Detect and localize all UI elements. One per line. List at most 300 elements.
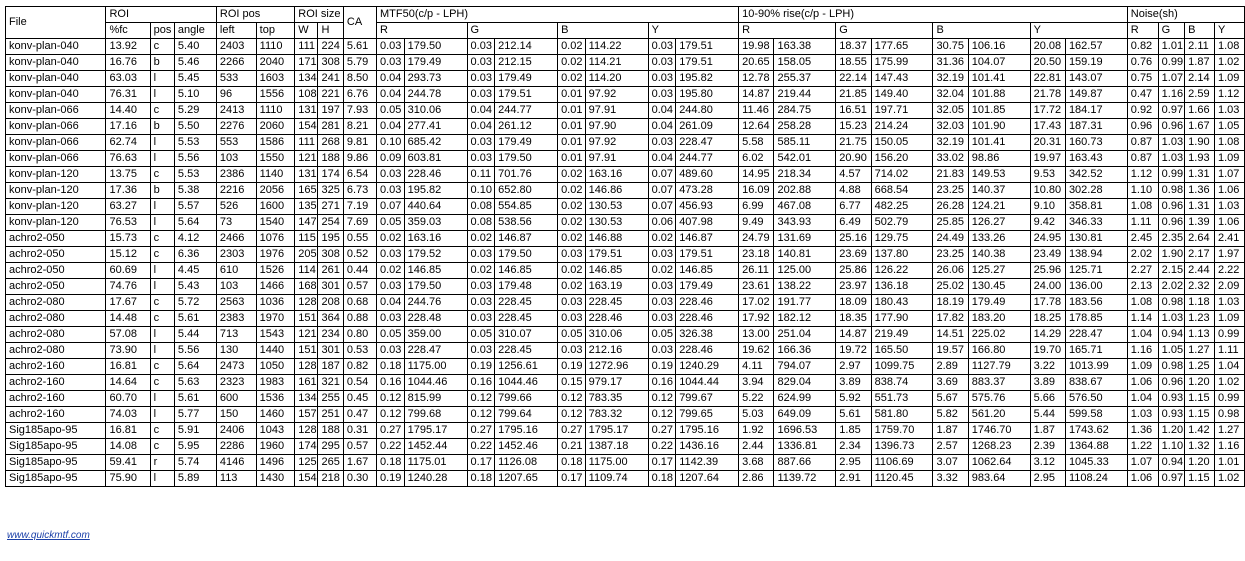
cell-mtf-r-lph: 179.50 — [404, 279, 467, 295]
cell-rise-g-lph: 180.43 — [871, 295, 933, 311]
cell-w: 115 — [295, 231, 318, 247]
cell-rise-y-px: 14.29 — [1030, 327, 1065, 343]
cell-mtf-g-cp: 0.11 — [467, 167, 495, 183]
cell-rise-y-px: 5.44 — [1030, 407, 1065, 423]
cell-rise-b-lph: 149.53 — [968, 167, 1030, 183]
cell-rise-g-lph: 838.74 — [871, 375, 933, 391]
cell-mtf-y-lph: 179.51 — [676, 247, 739, 263]
cell-rise-r-lph: 1696.53 — [774, 423, 836, 439]
cell-mtf-r-cp: 0.19 — [377, 471, 405, 487]
cell-mtf-g-cp: 0.12 — [467, 407, 495, 423]
cell-h: 221 — [318, 87, 343, 103]
cell-rise-r-px: 11.46 — [739, 103, 774, 119]
cell-noise-b: 1.87 — [1185, 55, 1215, 71]
cell-file: konv-plan-066 — [6, 135, 106, 151]
cell-rise-r-lph: 182.12 — [774, 311, 836, 327]
cell-rise-y-px: 10.80 — [1030, 183, 1065, 199]
cell-mtf-b-cp: 0.02 — [558, 167, 586, 183]
cell-top: 1543 — [256, 327, 295, 343]
cell-ca: 0.57 — [343, 439, 376, 455]
cell-noise-y: 1.97 — [1214, 247, 1244, 263]
cell-noise-y: 1.03 — [1214, 103, 1244, 119]
cell-mtf-g-cp: 0.16 — [467, 375, 495, 391]
cell-mtf-y-lph: 1795.16 — [676, 423, 739, 439]
cell-noise-r: 1.14 — [1127, 311, 1158, 327]
cell-file: achro2-080 — [6, 295, 106, 311]
cell-angle: 5.63 — [174, 375, 216, 391]
cell-mtf-y-cp: 0.03 — [648, 247, 676, 263]
cell-mtf-r-lph: 277.41 — [404, 119, 467, 135]
cell-w: 131 — [295, 167, 318, 183]
cell-mtf-r-lph: 1044.46 — [404, 375, 467, 391]
cell-h: 224 — [318, 39, 343, 55]
cell-angle: 5.53 — [174, 167, 216, 183]
cell-rise-r-px: 14.87 — [739, 87, 774, 103]
cell-rise-y-lph: 183.56 — [1065, 295, 1127, 311]
cell-noise-g: 0.99 — [1158, 167, 1185, 183]
cell-mtf-b-cp: 0.17 — [558, 471, 586, 487]
cell-rise-g-lph: 197.71 — [871, 103, 933, 119]
cell-left: 2303 — [216, 247, 256, 263]
cell-ca: 0.52 — [343, 247, 376, 263]
cell-mtf-b-cp: 0.02 — [558, 71, 586, 87]
subheader-mtf-b: B — [558, 23, 649, 39]
cell-rise-b-lph: 140.37 — [968, 183, 1030, 199]
cell-rise-g-px: 14.87 — [836, 327, 871, 343]
cell-noise-g: 0.98 — [1158, 359, 1185, 375]
cell-mtf-y-lph: 228.46 — [676, 295, 739, 311]
cell-rise-y-px: 9.42 — [1030, 215, 1065, 231]
cell-rise-y-px: 9.53 — [1030, 167, 1065, 183]
cell-mtf-y-cp: 0.03 — [648, 311, 676, 327]
cell-mtf-y-cp: 0.03 — [648, 279, 676, 295]
cell-noise-r: 2.27 — [1127, 263, 1158, 279]
cell-mtf-g-cp: 0.03 — [467, 39, 495, 55]
cell-rise-r-px: 19.62 — [739, 343, 774, 359]
cell-mtf-y-lph: 244.77 — [676, 151, 739, 167]
cell-noise-g: 1.03 — [1158, 135, 1185, 151]
cell-w: 131 — [295, 103, 318, 119]
cell-h: 234 — [318, 327, 343, 343]
subheader-mtf-y: Y — [648, 23, 739, 39]
cell-rise-b-lph: 101.88 — [968, 87, 1030, 103]
cell-mtf-b-lph: 1109.74 — [585, 471, 648, 487]
cell-fc: 74.03 — [106, 407, 150, 423]
cell-file: konv-plan-040 — [6, 71, 106, 87]
cell-mtf-b-cp: 0.02 — [558, 279, 586, 295]
cell-rise-g-lph: 1120.45 — [871, 471, 933, 487]
cell-rise-r-lph: 125.00 — [774, 263, 836, 279]
cell-rise-g-px: 4.57 — [836, 167, 871, 183]
cell-mtf-r-cp: 0.18 — [377, 455, 405, 471]
cell-angle: 5.91 — [174, 423, 216, 439]
cell-w: 128 — [295, 359, 318, 375]
cell-fc: 57.08 — [106, 327, 150, 343]
cell-rise-r-px: 2.86 — [739, 471, 774, 487]
cell-h: 265 — [318, 455, 343, 471]
cell-rise-g-lph: 1759.70 — [871, 423, 933, 439]
cell-rise-y-lph: 159.19 — [1065, 55, 1127, 71]
cell-rise-r-px: 3.68 — [739, 455, 774, 471]
cell-rise-b-px: 21.83 — [933, 167, 968, 183]
cell-noise-y: 1.11 — [1214, 343, 1244, 359]
cell-file: achro2-080 — [6, 311, 106, 327]
cell-mtf-r-lph: 293.73 — [404, 71, 467, 87]
cell-rise-b-lph: 183.20 — [968, 311, 1030, 327]
cell-noise-g: 0.94 — [1158, 455, 1185, 471]
cell-top: 1036 — [256, 295, 295, 311]
cell-mtf-g-lph: 179.50 — [495, 247, 558, 263]
cell-mtf-g-lph: 701.76 — [495, 167, 558, 183]
cell-mtf-r-cp: 0.03 — [377, 55, 405, 71]
cell-rise-r-lph: 624.99 — [774, 391, 836, 407]
cell-pos: l — [150, 343, 174, 359]
cell-top: 1976 — [256, 247, 295, 263]
cell-fc: 63.03 — [106, 71, 150, 87]
cell-w: 125 — [295, 455, 318, 471]
quickmtf-link[interactable]: www.quickmtf.com — [7, 530, 90, 541]
cell-file: Sig185apo-95 — [6, 423, 106, 439]
cell-w: 108 — [295, 87, 318, 103]
cell-w: 135 — [295, 199, 318, 215]
cell-left: 526 — [216, 199, 256, 215]
cell-file: konv-plan-120 — [6, 167, 106, 183]
cell-noise-r: 1.07 — [1127, 455, 1158, 471]
cell-left: 533 — [216, 71, 256, 87]
cell-top: 1050 — [256, 359, 295, 375]
cell-mtf-b-lph: 97.92 — [585, 135, 648, 151]
cell-ca: 7.19 — [343, 199, 376, 215]
cell-mtf-g-lph: 1044.46 — [495, 375, 558, 391]
cell-rise-r-lph: 284.75 — [774, 103, 836, 119]
cell-rise-g-px: 15.23 — [836, 119, 871, 135]
cell-mtf-y-lph: 1044.44 — [676, 375, 739, 391]
cell-noise-b: 1.15 — [1185, 391, 1215, 407]
table-row — [6, 295, 1245, 311]
cell-mtf-r-cp: 0.18 — [377, 359, 405, 375]
table-row — [6, 279, 1245, 295]
cell-mtf-g-lph: 244.77 — [495, 103, 558, 119]
cell-rise-g-px: 5.61 — [836, 407, 871, 423]
cell-mtf-y-cp: 0.12 — [648, 391, 676, 407]
cell-h: 174 — [318, 167, 343, 183]
cell-angle: 5.46 — [174, 55, 216, 71]
cell-left: 2563 — [216, 295, 256, 311]
cell-pos: l — [150, 151, 174, 167]
cell-rise-g-px: 23.69 — [836, 247, 871, 263]
cell-mtf-y-lph: 179.51 — [676, 39, 739, 55]
cell-mtf-b-lph: 97.90 — [585, 119, 648, 135]
cell-mtf-g-lph: 554.85 — [495, 199, 558, 215]
subheader-fc: %fc — [106, 23, 150, 39]
cell-mtf-b-lph: 97.91 — [585, 103, 648, 119]
cell-pos: c — [150, 295, 174, 311]
cell-mtf-g-lph: 228.45 — [495, 343, 558, 359]
cell-file: konv-plan-040 — [6, 55, 106, 71]
cell-mtf-b-lph: 179.51 — [585, 247, 648, 263]
cell-top: 2060 — [256, 119, 295, 135]
cell-mtf-g-lph: 146.87 — [495, 231, 558, 247]
cell-noise-b: 1.39 — [1185, 215, 1215, 231]
cell-mtf-b-cp: 0.03 — [558, 295, 586, 311]
cell-rise-b-px: 24.49 — [933, 231, 968, 247]
cell-fc: 14.08 — [106, 439, 150, 455]
cell-rise-g-px: 2.97 — [836, 359, 871, 375]
cell-angle: 4.45 — [174, 263, 216, 279]
cell-angle: 5.77 — [174, 407, 216, 423]
cell-ca: 5.79 — [343, 55, 376, 71]
cell-rise-y-lph: 1108.24 — [1065, 471, 1127, 487]
cell-w: 205 — [295, 247, 318, 263]
cell-ca: 9.81 — [343, 135, 376, 151]
table-row — [6, 119, 1245, 135]
cell-rise-y-px: 24.95 — [1030, 231, 1065, 247]
cell-mtf-b-lph: 212.16 — [585, 343, 648, 359]
cell-mtf-r-cp: 0.12 — [377, 391, 405, 407]
cell-noise-g: 2.15 — [1158, 263, 1185, 279]
cell-top: 1466 — [256, 279, 295, 295]
cell-w: 121 — [295, 327, 318, 343]
cell-rise-r-lph: 251.04 — [774, 327, 836, 343]
cell-rise-y-px: 2.95 — [1030, 471, 1065, 487]
cell-left: 73 — [216, 215, 256, 231]
cell-mtf-y-lph: 407.98 — [676, 215, 739, 231]
cell-noise-y: 1.09 — [1214, 311, 1244, 327]
cell-rise-r-px: 23.61 — [739, 279, 774, 295]
cell-rise-y-lph: 165.71 — [1065, 343, 1127, 359]
cell-rise-g-px: 21.85 — [836, 87, 871, 103]
cell-rise-g-px: 21.75 — [836, 135, 871, 151]
cell-angle: 6.36 — [174, 247, 216, 263]
cell-rise-r-px: 20.65 — [739, 55, 774, 71]
cell-noise-y: 1.02 — [1214, 375, 1244, 391]
table-row — [6, 455, 1245, 471]
cell-mtf-g-lph: 212.15 — [495, 55, 558, 71]
cell-noise-b: 2.17 — [1185, 247, 1215, 263]
cell-h: 255 — [318, 391, 343, 407]
cell-mtf-b-cp: 0.02 — [558, 55, 586, 71]
cell-noise-r: 0.47 — [1127, 87, 1158, 103]
cell-angle: 5.45 — [174, 71, 216, 87]
cell-fc: 15.73 — [106, 231, 150, 247]
cell-mtf-r-lph: 179.50 — [404, 39, 467, 55]
cell-left: 2266 — [216, 55, 256, 71]
cell-noise-y: 2.09 — [1214, 279, 1244, 295]
cell-h: 251 — [318, 407, 343, 423]
cell-mtf-r-lph: 195.82 — [404, 183, 467, 199]
cell-rise-g-lph: 551.73 — [871, 391, 933, 407]
header-mtf50: MTF50(c/p - LPH) — [377, 7, 739, 23]
table-row — [6, 231, 1245, 247]
cell-noise-r: 0.87 — [1127, 151, 1158, 167]
cell-mtf-g-lph: 1126.08 — [495, 455, 558, 471]
cell-file: achro2-050 — [6, 231, 106, 247]
table-row — [6, 215, 1245, 231]
cell-rise-y-lph: 138.94 — [1065, 247, 1127, 263]
cell-mtf-y-cp: 0.02 — [648, 263, 676, 279]
cell-mtf-b-lph: 130.53 — [585, 199, 648, 215]
cell-rise-g-px: 18.35 — [836, 311, 871, 327]
cell-noise-r: 1.06 — [1127, 375, 1158, 391]
cell-rise-y-px: 18.25 — [1030, 311, 1065, 327]
cell-mtf-y-cp: 0.03 — [648, 295, 676, 311]
cell-mtf-g-lph: 228.45 — [495, 295, 558, 311]
cell-mtf-y-lph: 473.28 — [676, 183, 739, 199]
cell-rise-r-lph: 163.38 — [774, 39, 836, 55]
cell-mtf-b-lph: 1795.17 — [585, 423, 648, 439]
cell-rise-r-lph: 1336.81 — [774, 439, 836, 455]
cell-noise-y: 1.12 — [1214, 87, 1244, 103]
cell-mtf-b-cp: 0.15 — [558, 375, 586, 391]
cell-angle: 5.74 — [174, 455, 216, 471]
cell-rise-y-px: 20.50 — [1030, 55, 1065, 71]
cell-file: achro2-160 — [6, 359, 106, 375]
table-row — [6, 39, 1245, 55]
cell-rise-r-lph: 191.77 — [774, 295, 836, 311]
cell-noise-r: 1.22 — [1127, 439, 1158, 455]
cell-rise-y-lph: 125.71 — [1065, 263, 1127, 279]
cell-mtf-b-lph: 146.86 — [585, 183, 648, 199]
cell-angle: 5.72 — [174, 295, 216, 311]
cell-rise-y-lph: 599.58 — [1065, 407, 1127, 423]
cell-noise-r: 1.10 — [1127, 183, 1158, 199]
cell-angle: 5.43 — [174, 279, 216, 295]
cell-pos: c — [150, 439, 174, 455]
cell-rise-g-lph: 129.75 — [871, 231, 933, 247]
cell-top: 1603 — [256, 71, 295, 87]
cell-mtf-b-lph: 228.46 — [585, 311, 648, 327]
cell-noise-b: 1.90 — [1185, 135, 1215, 151]
cell-file: konv-plan-066 — [6, 151, 106, 167]
cell-rise-b-lph: 101.41 — [968, 135, 1030, 151]
cell-rise-b-px: 19.57 — [933, 343, 968, 359]
cell-rise-b-lph: 1268.23 — [968, 439, 1030, 455]
results-sheet — [5, 6, 1240, 487]
cell-rise-b-px: 32.04 — [933, 87, 968, 103]
cell-fc: 60.70 — [106, 391, 150, 407]
cell-mtf-b-lph: 130.53 — [585, 215, 648, 231]
cell-top: 2056 — [256, 183, 295, 199]
cell-mtf-b-cp: 0.02 — [558, 263, 586, 279]
cell-h: 188 — [318, 423, 343, 439]
cell-file: konv-plan-040 — [6, 39, 106, 55]
cell-left: 2403 — [216, 39, 256, 55]
cell-noise-r: 1.36 — [1127, 423, 1158, 439]
cell-mtf-y-cp: 0.12 — [648, 407, 676, 423]
cell-mtf-y-lph: 489.60 — [676, 167, 739, 183]
cell-noise-g: 0.96 — [1158, 375, 1185, 391]
cell-pos: c — [150, 231, 174, 247]
cell-mtf-g-lph: 1256.61 — [495, 359, 558, 375]
cell-rise-g-lph: 165.50 — [871, 343, 933, 359]
cell-rise-y-px: 21.78 — [1030, 87, 1065, 103]
cell-angle: 5.10 — [174, 87, 216, 103]
cell-rise-b-lph: 106.16 — [968, 39, 1030, 55]
cell-mtf-r-cp: 0.10 — [377, 135, 405, 151]
cell-rise-r-lph: 887.66 — [774, 455, 836, 471]
cell-top: 2040 — [256, 55, 295, 71]
cell-pos: c — [150, 167, 174, 183]
cell-noise-b: 1.27 — [1185, 343, 1215, 359]
cell-mtf-g-lph: 1207.65 — [495, 471, 558, 487]
cell-mtf-b-lph: 97.92 — [585, 87, 648, 103]
cell-angle: 5.56 — [174, 151, 216, 167]
cell-angle: 4.12 — [174, 231, 216, 247]
cell-pos: c — [150, 375, 174, 391]
cell-fc: 14.40 — [106, 103, 150, 119]
cell-h: 254 — [318, 215, 343, 231]
cell-rise-g-px: 23.97 — [836, 279, 871, 295]
cell-noise-y: 2.41 — [1214, 231, 1244, 247]
cell-noise-b: 1.93 — [1185, 151, 1215, 167]
cell-mtf-y-lph: 1436.16 — [676, 439, 739, 455]
cell-rise-g-lph: 136.18 — [871, 279, 933, 295]
cell-noise-g: 2.02 — [1158, 279, 1185, 295]
cell-mtf-r-cp: 0.05 — [377, 103, 405, 119]
cell-mtf-r-cp: 0.16 — [377, 375, 405, 391]
cell-fc: 16.81 — [106, 423, 150, 439]
subheader-noise-y: Y — [1214, 23, 1244, 39]
cell-noise-y: 1.06 — [1214, 215, 1244, 231]
cell-mtf-y-cp: 0.03 — [648, 71, 676, 87]
cell-mtf-r-cp: 0.09 — [377, 151, 405, 167]
cell-ca: 0.80 — [343, 327, 376, 343]
cell-rise-r-px: 5.58 — [739, 135, 774, 151]
cell-top: 1536 — [256, 391, 295, 407]
cell-fc: 60.69 — [106, 263, 150, 279]
cell-rise-y-lph: 163.43 — [1065, 151, 1127, 167]
cell-mtf-r-cp: 0.27 — [377, 423, 405, 439]
cell-mtf-b-cp: 0.02 — [558, 199, 586, 215]
cell-rise-b-px: 3.69 — [933, 375, 968, 391]
table-row — [6, 199, 1245, 215]
cell-file: achro2-160 — [6, 391, 106, 407]
cell-mtf-g-lph: 179.48 — [495, 279, 558, 295]
table-row — [6, 407, 1245, 423]
cell-mtf-y-lph: 228.47 — [676, 135, 739, 151]
cell-rise-y-px: 17.72 — [1030, 103, 1065, 119]
cell-rise-g-px: 6.77 — [836, 199, 871, 215]
cell-h: 268 — [318, 135, 343, 151]
cell-fc: 63.27 — [106, 199, 150, 215]
cell-pos: c — [150, 359, 174, 375]
cell-left: 553 — [216, 135, 256, 151]
cell-ca: 0.53 — [343, 343, 376, 359]
cell-mtf-b-lph: 146.88 — [585, 231, 648, 247]
subheader-pos: pos — [150, 23, 174, 39]
cell-rise-g-px: 18.37 — [836, 39, 871, 55]
cell-w: 147 — [295, 215, 318, 231]
cell-noise-b: 2.32 — [1185, 279, 1215, 295]
cell-rise-b-px: 30.75 — [933, 39, 968, 55]
cell-rise-b-px: 3.07 — [933, 455, 968, 471]
cell-rise-y-lph: 1013.99 — [1065, 359, 1127, 375]
cell-rise-g-lph: 150.05 — [871, 135, 933, 151]
cell-rise-r-lph: 166.36 — [774, 343, 836, 359]
cell-left: 103 — [216, 279, 256, 295]
cell-mtf-y-lph: 146.87 — [676, 231, 739, 247]
cell-ca: 0.88 — [343, 311, 376, 327]
cell-rise-y-lph: 838.67 — [1065, 375, 1127, 391]
cell-rise-b-px: 25.85 — [933, 215, 968, 231]
cell-mtf-b-lph: 114.22 — [585, 39, 648, 55]
table-row — [6, 151, 1245, 167]
cell-mtf-g-cp: 0.03 — [467, 151, 495, 167]
cell-mtf-g-cp: 0.02 — [467, 231, 495, 247]
cell-mtf-r-lph: 685.42 — [404, 135, 467, 151]
cell-noise-g: 1.16 — [1158, 87, 1185, 103]
cell-file: achro2-160 — [6, 375, 106, 391]
